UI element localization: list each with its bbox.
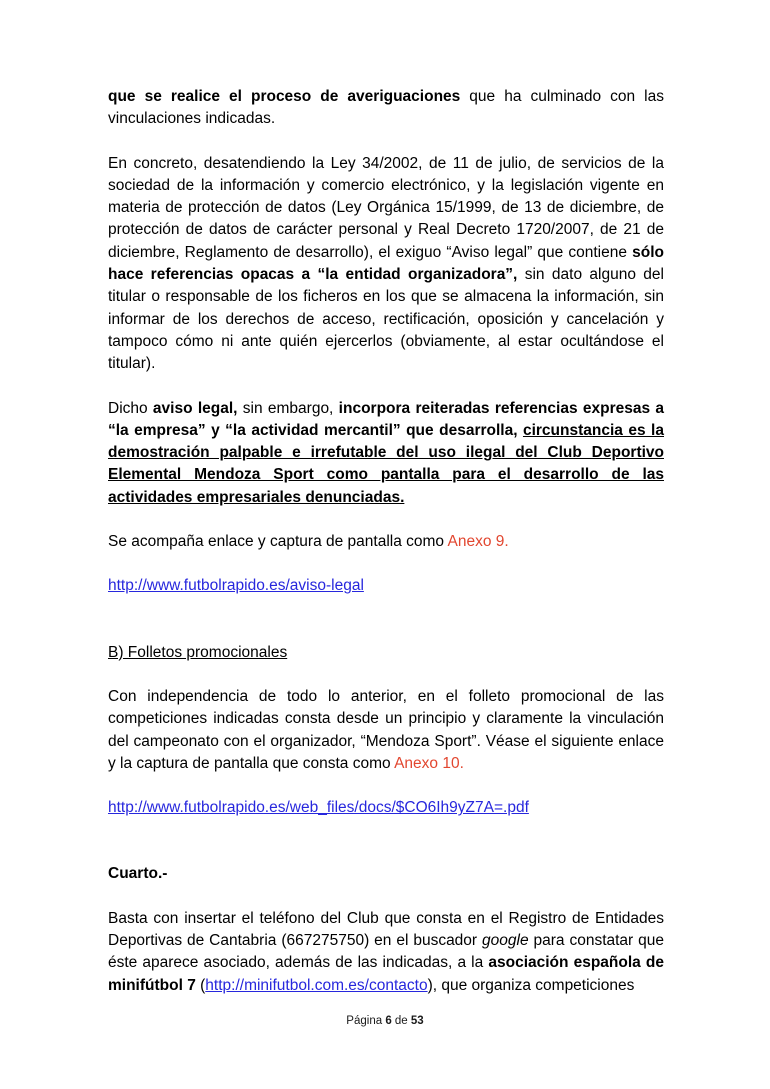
- text-run: que ha culminado con las vinculaciones indicadas.: [108, 88, 664, 128]
- paragraph-aviso-legal-empresa: [108, 398, 664, 509]
- text-run: B) Folletos promocionales: [108, 643, 288, 661]
- text-run: google: [482, 932, 529, 950]
- link-minifutbol-contacto[interactable]: http://minifutbol.com.es/contacto: [205, 976, 428, 994]
- anexo-10-reference: Anexo 10.: [394, 754, 464, 772]
- text-run: sin dato alguno del titular o responsable de los ficheros en los que se almacena la información, sin informar de los derechos de acceso, rectificación, oposición y cancelación y tampoco cómo ni ante quién ejercerlos (obviamente, al estar ocultándose el titular).: [108, 266, 664, 373]
- text-run: (: [195, 976, 206, 994]
- text-run: circunstancia es la demostración palpable e irrefutable del uso ilegal del Club Deportivo Elemental Mendoza Sport como pantalla para el desarrollo de las actividades empresariales denunciadas.: [108, 421, 664, 506]
- text-run: aviso legal,: [152, 399, 238, 417]
- text-run: Se acompaña enlace y captura de pantalla como: [108, 533, 448, 551]
- page-footer: [0, 1014, 770, 1029]
- anexo-9-reference: Anexo 9.: [447, 533, 509, 551]
- link-folleto-pdf[interactable]: http://www.futbolrapido.es/web_files/docs/$CO6Ih9yZ7A=.pdf: [108, 799, 529, 817]
- text-run: Cuarto.-: [108, 865, 168, 883]
- text-run: sólo hace referencias opacas a “la entidad organizadora”,: [108, 243, 664, 284]
- heading-cuarto: [108, 863, 664, 885]
- link-line-aviso-legal: [108, 575, 664, 597]
- text-run: Dicho: [108, 399, 153, 417]
- text-run: ), que organiza competiciones: [427, 976, 635, 994]
- footer-separator: de: [391, 1015, 411, 1027]
- paragraph-ley-proteccion-datos: [108, 153, 664, 376]
- text-run: Basta con insertar el teléfono del Club que consta en el Registro de Entidades Deportivas de Cantabria (667275750) en el buscador: [108, 909, 664, 950]
- paragraph-folleto-promocional: [108, 686, 664, 775]
- text-run: sin embargo,: [237, 399, 339, 417]
- link-aviso-legal[interactable]: http://www.futbolrapido.es/aviso-legal: [108, 577, 364, 595]
- document-body: [108, 86, 664, 997]
- paragraph-anexo-9: [108, 531, 664, 553]
- link-line-folleto-pdf: [108, 797, 664, 819]
- footer-total-pages: 53: [410, 1015, 424, 1027]
- text-run: incorpora reiteradas referencias expresas a “la empresa” y “la actividad mercantil” que desarrolla,: [108, 399, 664, 439]
- paragraph-telefono-club: [108, 908, 664, 997]
- text-run: que se realice el proceso de averiguaciones: [108, 88, 461, 105]
- paragraph-averiguaciones: [108, 86, 664, 131]
- text-run: asociación española de minifútbol 7: [108, 954, 664, 994]
- heading-folletos-promocionales: [108, 642, 664, 664]
- text-run: para constatar que éste aparece asociado, además de las indicadas, a la: [108, 932, 665, 972]
- footer-page-number: 6: [385, 1015, 392, 1027]
- text-run: En concreto, desatendiendo la Ley 34/2002, de 11 de julio, de servicios de la sociedad de la información y comercio electrónico, y la legislación vigente en materia de protección de datos (Ley Orgánica 15/1999, de 13 de diciembre, de protección de datos de carácter personal y Real Decreto 1720/2007, de 21 de diciembre, Reglamento de desarrollo), el exiguo “Aviso legal” que contiene: [108, 154, 664, 261]
- footer-label: Página: [346, 1015, 386, 1027]
- text-run: Con independencia de todo lo anterior, en el folleto promocional de las competiciones indicadas consta desde un principio y claramente la vinculación del campeonato con el organizador, “Mendoza Sport”. Véase el siguiente enlace y la captura de pantalla que consta como: [108, 687, 664, 772]
